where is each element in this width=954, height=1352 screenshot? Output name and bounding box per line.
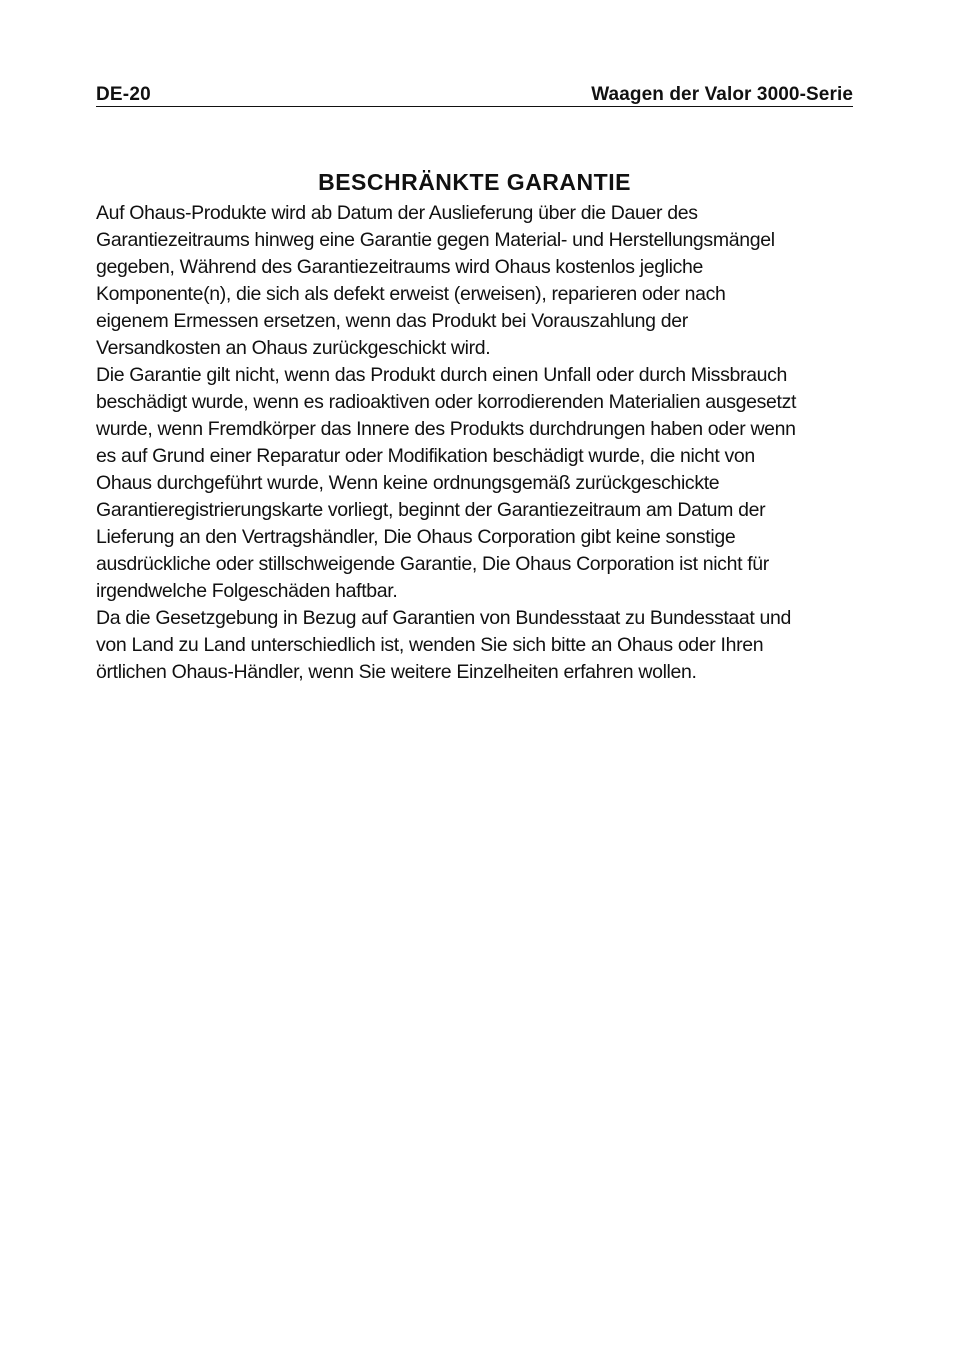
text-line: irgendwelche Folgeschäden haftbar.	[96, 580, 398, 602]
text-line: gegeben, Während des Garantiezeitraums wird Ohaus kostenlos jegliche	[96, 256, 704, 278]
text-line: Lieferung an den Vertragshändler, Die Ohaus Corporation gibt keine sonstige	[96, 526, 736, 548]
text-line: wurde, wenn Fremdkörper das Innere des Produkts durchdrungen haben oder wenn	[96, 418, 796, 440]
text-line: eigenem Ermessen ersetzen, wenn das Produkt bei Vorauszahlung der	[96, 310, 688, 332]
section-title: BESCHRÄNKTE GARANTIE	[318, 169, 631, 195]
page-number: DE-20	[96, 84, 151, 105]
paragraph-warranty-coverage	[96, 200, 856, 362]
text-line: es auf Grund einer Reparatur oder Modifikation beschädigt wurde, die nicht von	[96, 445, 755, 467]
text-line: Garantieregistrierungskarte vorliegt, beginnt der Garantiezeitraum am Datum der	[96, 499, 766, 521]
text-line: beschädigt wurde, wenn es radioaktiven oder korrodierenden Materialien ausgesetzt	[96, 391, 797, 413]
running-title: Waagen der Valor 3000-Serie	[591, 84, 853, 105]
text-line: Da die Gesetzgebung in Bezug auf Garantien von Bundesstaat zu Bundesstaat und	[96, 607, 792, 629]
text-line: von Land zu Land unterschiedlich ist, wenden Sie sich bitte an Ohaus oder Ihren	[96, 634, 764, 656]
page-header	[96, 84, 853, 107]
paragraph-warranty-exclusions	[96, 362, 856, 605]
warranty-text	[96, 200, 856, 686]
text-line: Die Garantie gilt nicht, wenn das Produkt durch einen Unfall oder durch Missbrauch	[96, 364, 788, 386]
text-line: ausdrückliche oder stillschweigende Garantie, Die Ohaus Corporation ist nicht für	[96, 553, 769, 575]
paragraph-legal-note	[96, 605, 856, 686]
text-line: örtlichen Ohaus-Händler, wenn Sie weitere Einzelheiten erfahren wollen.	[96, 661, 697, 683]
text-line: Versandkosten an Ohaus zurückgeschickt wird.	[96, 337, 491, 359]
text-line: Komponente(n), die sich als defekt erweist (erweisen), reparieren oder nach	[96, 283, 726, 305]
text-line: Auf Ohaus-Produkte wird ab Datum der Auslieferung über die Dauer des	[96, 202, 698, 224]
text-line: Ohaus durchgeführt wurde, Wenn keine ordnungsgemäß zurückgeschickte	[96, 472, 720, 494]
text-line: Garantiezeitraums hinweg eine Garantie gegen Material- und Herstellungsmängel	[96, 229, 775, 251]
